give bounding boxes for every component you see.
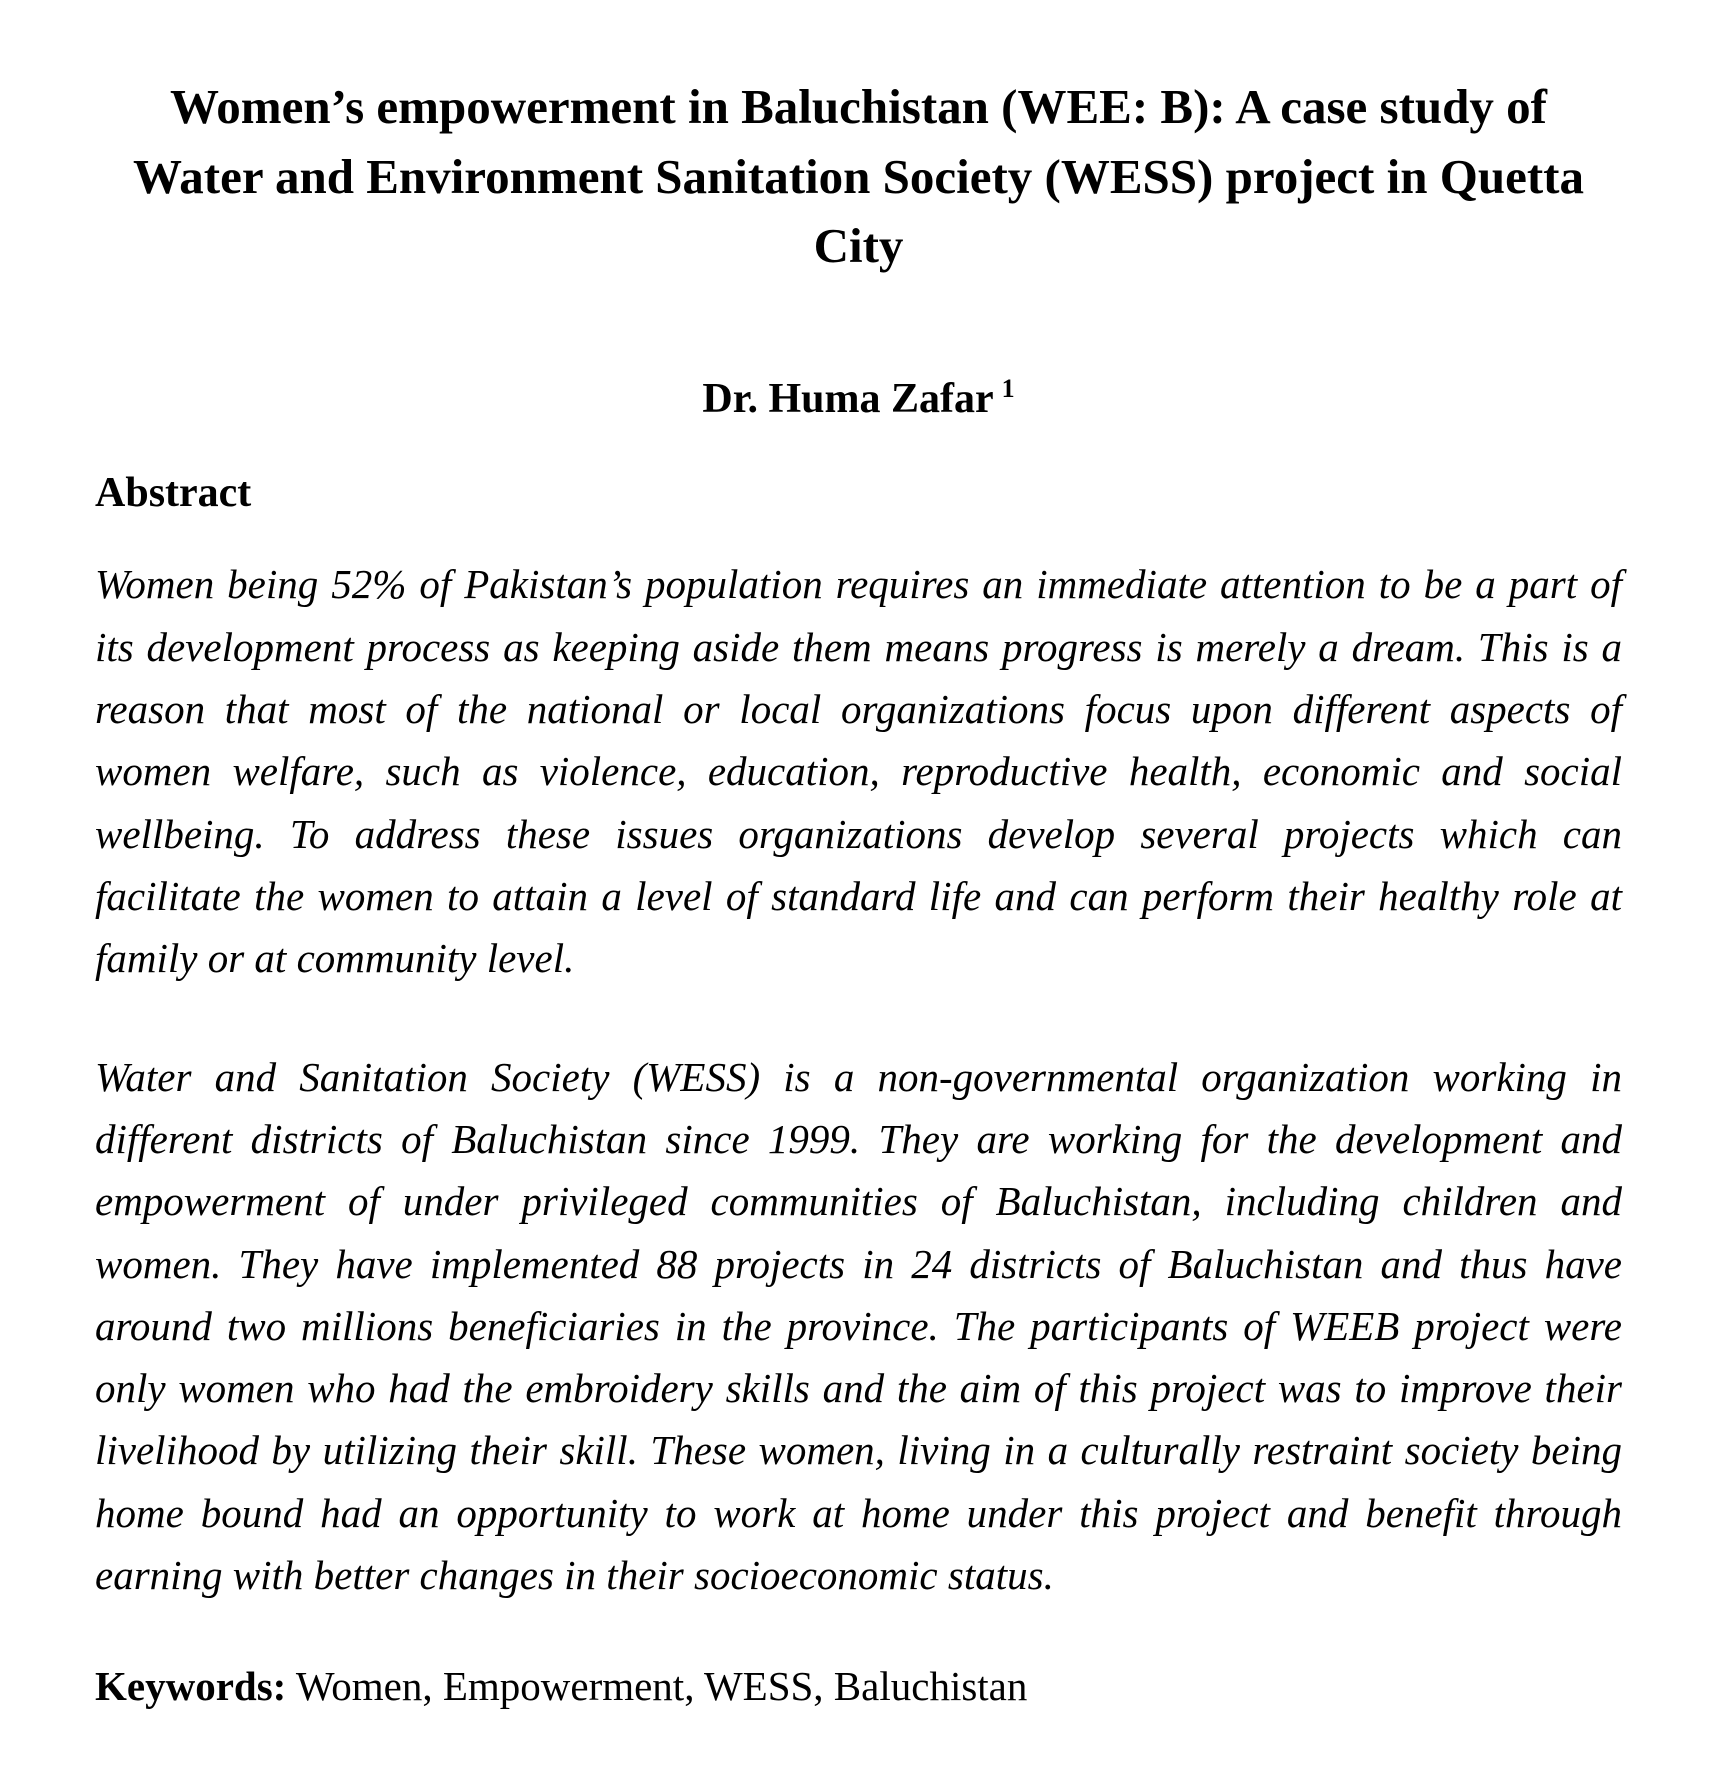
keywords-text: Women, Empowerment, WESS, Baluchistan	[286, 1663, 1028, 1710]
author-line	[95, 373, 1622, 424]
abstract-heading: Abstract	[95, 470, 252, 517]
keywords-label: Keywords:	[95, 1663, 287, 1710]
author-footnote-marker: 1	[1001, 373, 1015, 403]
paper-title: Women’s empowerment in Baluchistan (WEE: B): A case study of Water and Environment Sanitation Society (WESS) project in Quetta City	[132, 79, 1584, 274]
keywords-line	[95, 1660, 1622, 1713]
abstract-paragraph-1: Women being 52% of Pakistan’s population requires an immediate attention to be a part of its development process as keeping aside them means progress is merely a dream. This is a reason that most of the national or local organizations focus upon different aspects of women welfare, such as violence, education, reproductive health, economic and social wellbeing. To address these issues organizations develop several projects which can facilitate the women to attain a level of standard life and can perform their healthy role at family or at community level.	[95, 561, 1622, 982]
author-name: Dr. Huma Zafar	[702, 375, 994, 422]
abstract-paragraph-2: Water and Sanitation Society (WESS) is a non-governmental organization working in different districts of Baluchistan since 1999. They are working for the development and empowerment of under privileged communities of Baluchistan, including children and women. They have implemented 88 projects in 24 districts of Baluchistan and thus have around two millions beneficiaries in the province. The participants of WEEB project were only women who had the embroidery skills and the aim of this project was to improve their livelihood by utilizing their skill. These women, living in a culturally restraint society being home bound had an opportunity to work at home under this project and benefit through earning with better changes in their socioeconomic status.	[95, 1053, 1622, 1599]
